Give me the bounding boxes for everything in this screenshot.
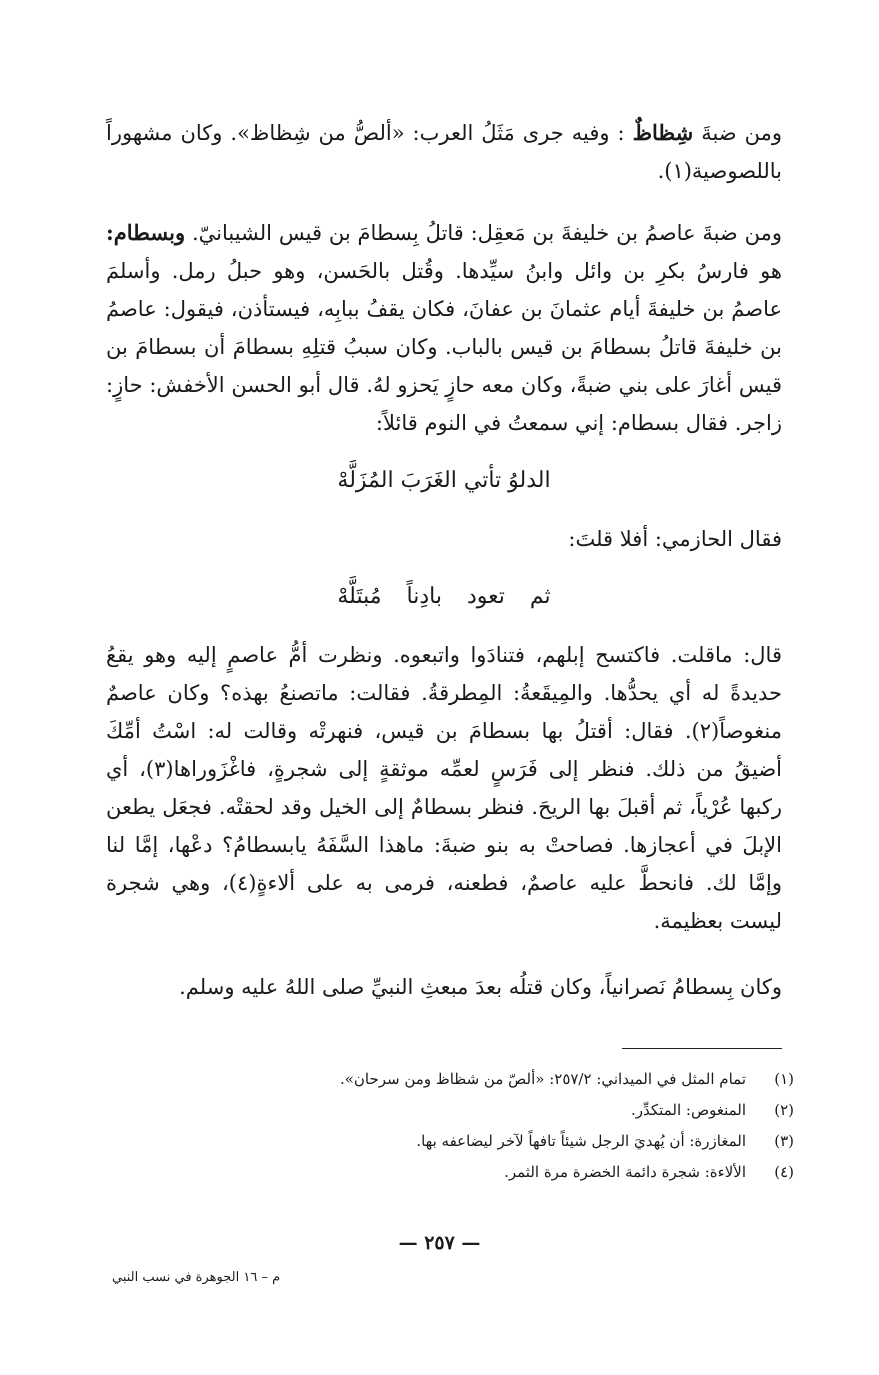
book-signature: م – ١٦ الجوهرة في نسب النبي <box>112 1270 281 1285</box>
footnote-item <box>106 1095 794 1126</box>
paragraph-hazimi: فقال الحازمي: أفلا قلتَ: <box>568 527 782 551</box>
footnote-divider <box>622 1048 782 1049</box>
footnote-item <box>106 1126 794 1157</box>
paragraph-text: : وفيه جرى مَثَلُ العرب: «ألصُّ من شِظاظ». وكان مشهوراً باللصوصية(١). <box>106 121 782 183</box>
footnote-number: (٤) <box>774 1163 794 1181</box>
verse-line-2: ثم تعود بادِناً مُبتَلَّهْ <box>337 584 551 609</box>
page-number: — ٢٥٧ — <box>398 1232 481 1254</box>
paragraph-first-line: ومن ضبةَ عاصمُ بن خليفةَ بن مَعقِل: قاتلُ بِسطامَ بن قيس الشيبانيّ. <box>191 221 782 245</box>
footnotes <box>106 1064 794 1188</box>
footnote-number: (١) <box>774 1070 794 1088</box>
paragraph-asim-bistam <box>106 214 782 442</box>
paragraph-story: قال: ماقلت. فاكتسح إبلهم، فتنادَوا واتبعوه. ونظرت أمُّ عاصمٍ إليه وهو يقعُ حديدةً له أي يحدُّها. والمِيقَعةُ: المِطرقةُ. فقالت: ماتصنعُ بهذه؟ وكان عاصمٌ منغوصاً(٢). فقال: أقتلُ بها بسطامَ بن قيس، فنهرتْه وقالت له: اسْتُ أمِّكَ أضيقُ من ذلك. فنظر إلى فَرَسٍ لعمِّه موثقةٍ إلى شجرةٍ، فاغْزَوراها(٣)، أي ركبها عُرْياً، ثم أقبلَ بها الريحَ. فنظر بسطامٌ إلى الخيل وقد لحقتْه. فجعَل يطعن الإبلَ في أعجازها. فصاحتْ به بنو ضبةَ: ماهذا السَّفَهُ يابسطامُ؟ دعْها، إمَّا لنا وإمَّا لك. فانحطَّ عليه عاصمٌ، فطعنه، فرمى به على ألاءةٍ(٤)، وهي شجرة ليست بعظيمة. <box>106 643 783 933</box>
footnote-number: (٢) <box>774 1101 794 1119</box>
paragraph-closing: وكان بِسطامُ نَصرانياً، وكان قتلُه بعدَ مبعثِ النبيِّ صلى اللهُ عليه وسلم. <box>179 975 782 999</box>
footnote-text: الألاءة: شجرة دائمة الخضرة مرة الثمر. <box>504 1163 746 1181</box>
footnote-text: تمام المثل في الميداني: ٢٥٧/٢: «ألصّ من شظاظ ومن سرحان». <box>339 1070 746 1088</box>
footnote-item <box>106 1157 794 1188</box>
footnote-text: المغازرة: أن يُهديَ الرجل شيئاً تافهاً لآخر ليضاعفه بها. <box>416 1132 746 1150</box>
paragraph-text: هو فارسُ بكرِ بن وائل وابنُ سيِّدها. وقُتل بالحَسن، وهو حبلُ رمل. وأسلمَ عاصمُ بن خليفةَ أيام عثمانَ بن عفانَ، فكان يقفُ ببابِه، فيستأذن، فيقول: عاصمُ بن خليفةَ قاتلُ بسطامَ بن قيس بالباب. وكان سببُ قتلِهِ بسطامَ أن بسطامَ بن قيس أغارَ على بني ضبةً، وكان معه حازٍ يَحزو لهُ. قال أبو الحسن الأخفش: حازٍ: زاجر. فقال بسطام: إني سمعتُ في النوم قائلاً: <box>106 259 782 435</box>
headword-shizaz: شِظاظٌ <box>632 120 694 145</box>
footnote-item <box>106 1064 794 1095</box>
footnote-number: (٣) <box>774 1132 794 1150</box>
paragraph-shizaz <box>106 114 782 190</box>
footnote-text: المنغوص: المتكدِّر. <box>631 1101 746 1119</box>
paragraph-intro: ومن ضبةَ <box>701 121 782 145</box>
verse-line-1: الدلوُ تأتي الغَرَبَ المُزَلَّهْ <box>337 468 551 493</box>
headword-bistam: وبسطام: <box>106 220 186 245</box>
